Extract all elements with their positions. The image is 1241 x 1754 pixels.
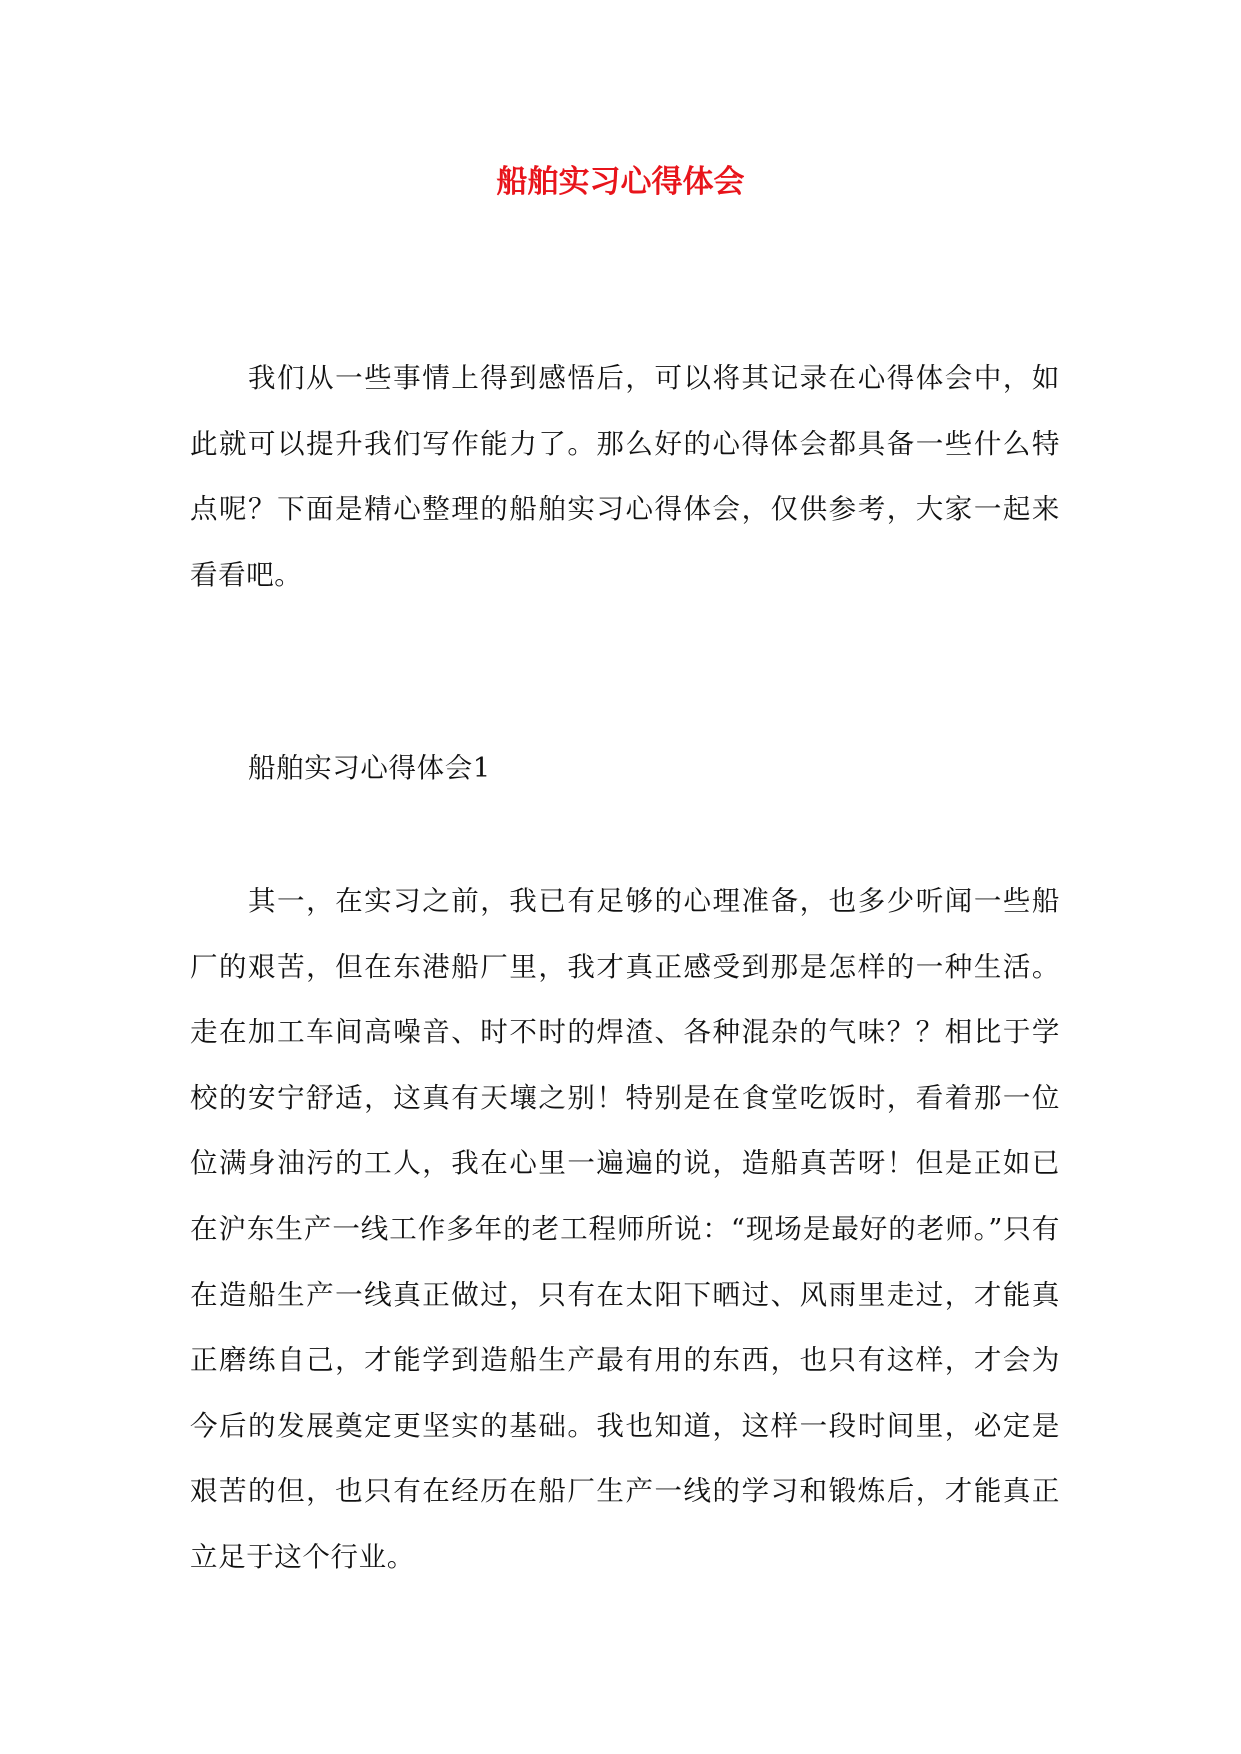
section-heading: 船舶实习心得体会1: [248, 752, 491, 784]
section-body-paragraph: 其一，在实习之前，我已有足够的心理准备，也多少听闻一些船厂的艰苦，但在东港船厂里，我才真正感受到那是怎样的一种生活。走在加工车间高噪音、时不时的焊渣、各种混杂的气味？？相比于学校的安宁舒适，这真有天壤之别！特别是在食堂吃饭时，看着那一位位满身油污的工人，我在心里一遍遍的说，造船真苦呀！但是正如已在沪东生产一线工作多年的老工程师所说：“现场是最好的老师。”只有在造船生产一线真正做过，只有在太阳下晒过、风雨里走过，才能真正磨练自己，才能学到造船生产最有用的东西，也只有这样，才会为今后的发展奠定更坚实的基础。我也知道，这样一段时间里，必定是艰苦的但，也只有在经历在船厂生产一线的学习和锻炼后，才能真正立足于这个行业。: [190, 885, 1060, 1573]
document-title: 船舶实习心得体会: [496, 164, 745, 200]
intro-paragraph: 我们从一些事情上得到感悟后，可以将其记录在心得体会中，如此就可以提升我们写作能力了。那么好的心得体会都具备一些什么特点呢？下面是精心整理的船舶实习心得体会，仅供参考，大家一起来看看吧。: [190, 362, 1060, 591]
